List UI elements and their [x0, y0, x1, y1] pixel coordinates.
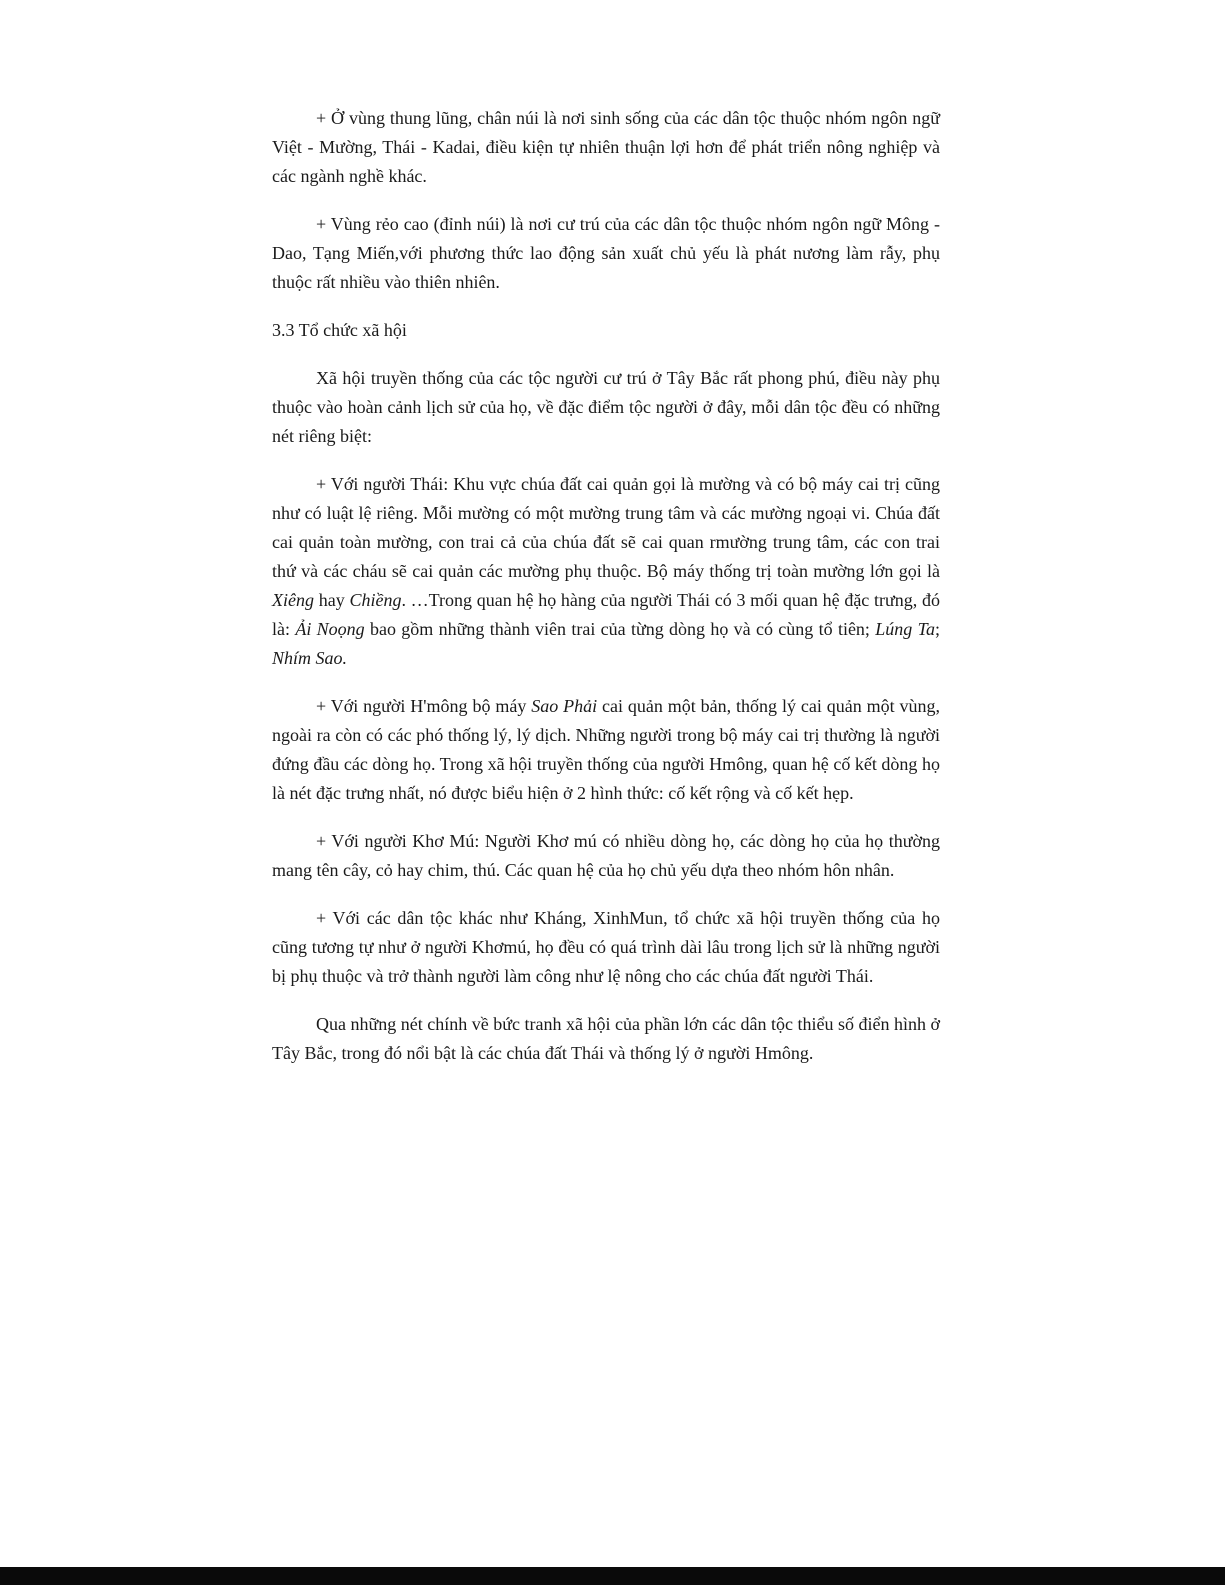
paragraph-thai-people [272, 470, 940, 673]
text-segment: Xã hội truyền thống của các tộc người cư trú ở Tây Bắc rất phong phú, điều này phụ thuộc vào hoàn cảnh lịch sử của họ, về đặc điểm tộc người ở đây, mỗi dân tộc đều có những nét riêng biệt: [272, 368, 940, 446]
document-body [272, 104, 940, 1087]
text-segment: + Với các dân tộc khác như Kháng, XinhMun, tổ chức xã hội truyền thống của họ cũng tương tự như ở người Khơmú, họ đều có quá trình dài lâu trong lịch sử là những người bị phụ thuộc và trở thành người làm công như lệ nông cho các chúa đất người Thái. [272, 908, 940, 986]
paragraph-highland-peoples [272, 210, 940, 297]
text-segment: Qua những nét chính về bức tranh xã hội của phần lớn các dân tộc thiểu số điển hình ở Tây Bắc, trong đó nổi bật là các chúa đất Thái và thống lý ở người Hmông. [272, 1014, 940, 1063]
text-segment: . …Trong quan hệ họ hàng của người Thái có 3 mối quan hệ đặc trưng, đó là: [272, 590, 941, 639]
paragraph-valley-peoples [272, 104, 940, 191]
text-segment: hay [314, 590, 350, 610]
text-segment: cai quản một bản, thống lý cai quản một vùng, ngoài ra còn có các phó thống lý, lý dịch. Những người trong bộ máy cai trị thường là người đứng đầu các dòng họ. Trong xã hội truyền thống của người Hmông, quan hệ cố kết dòng họ là nét đặc trưng nhất, nó được biểu hiện ở 2 hình thức: cố kết rộng và cố kết hẹp. [272, 696, 941, 803]
text-segment: + Với người H'mông bộ máy [316, 696, 532, 716]
section-heading-social-organization [272, 316, 940, 345]
text-segment: + Với người Thái: Khu vực chúa đất cai quản gọi là mường và có bộ máy cai trị cũng như có luật lệ riêng. Mỗi mường có một mường trung tâm và các mường ngoại vi. Chúa đất cai quản toàn mường, con trai cả của chúa đất sẽ cai quan rmường trung tâm, các con trai thứ và các cháu sẽ cai quản các mường phụ thuộc. Bộ máy thống trị toàn mường lớn gọi là [272, 474, 940, 581]
paragraph-other-peoples [272, 904, 940, 991]
text-segment: + Vùng rẻo cao (đỉnh núi) là nơi cư trú của các dân tộc thuộc nhóm ngôn ngữ Mông - Dao, Tạng Miến,với phương thức lao động sản xuất chủ yếu là phát nương làm rẫy, phụ thuộc rất nhiều vào thiên nhiên. [272, 214, 940, 292]
text-segment: + Với người Khơ Mú: Người Khơ mú có nhiều dòng họ, các dòng họ của họ thường mang tên cây, cỏ hay chim, thú. Các quan hệ của họ chủ yếu dựa theo nhóm hôn nhân. [272, 831, 940, 880]
text-segment: ; [934, 619, 940, 639]
term-italic: Ải Noọng [295, 619, 365, 639]
term-italic: Nhím Sao. [272, 648, 348, 668]
paragraph-traditional-society [272, 364, 940, 451]
term-italic: Chiềng [349, 590, 402, 610]
text-segment: + Ở vùng thung lũng, chân núi là nơi sinh sống của các dân tộc thuộc nhóm ngôn ngữ Việt - Mường, Thái - Kadai, điều kiện tự nhiên thuận lợi hơn để phát triển nông nghiệp và các ngành nghề khác. [272, 108, 940, 186]
paragraph-conclusion [272, 1010, 940, 1068]
heading-text: 3.3 Tổ chức xã hội [272, 320, 407, 340]
text-segment: bao gồm những thành viên trai của từng dòng họ và có cùng tổ tiên; [364, 619, 876, 639]
paragraph-hmong-people [272, 692, 940, 808]
term-italic: Xiêng [272, 590, 314, 610]
term-italic: Lúng Ta [875, 619, 935, 639]
bottom-border-bar [0, 1567, 1225, 1585]
paragraph-khmu-people [272, 827, 940, 885]
term-italic: Sao Phải [531, 696, 598, 716]
